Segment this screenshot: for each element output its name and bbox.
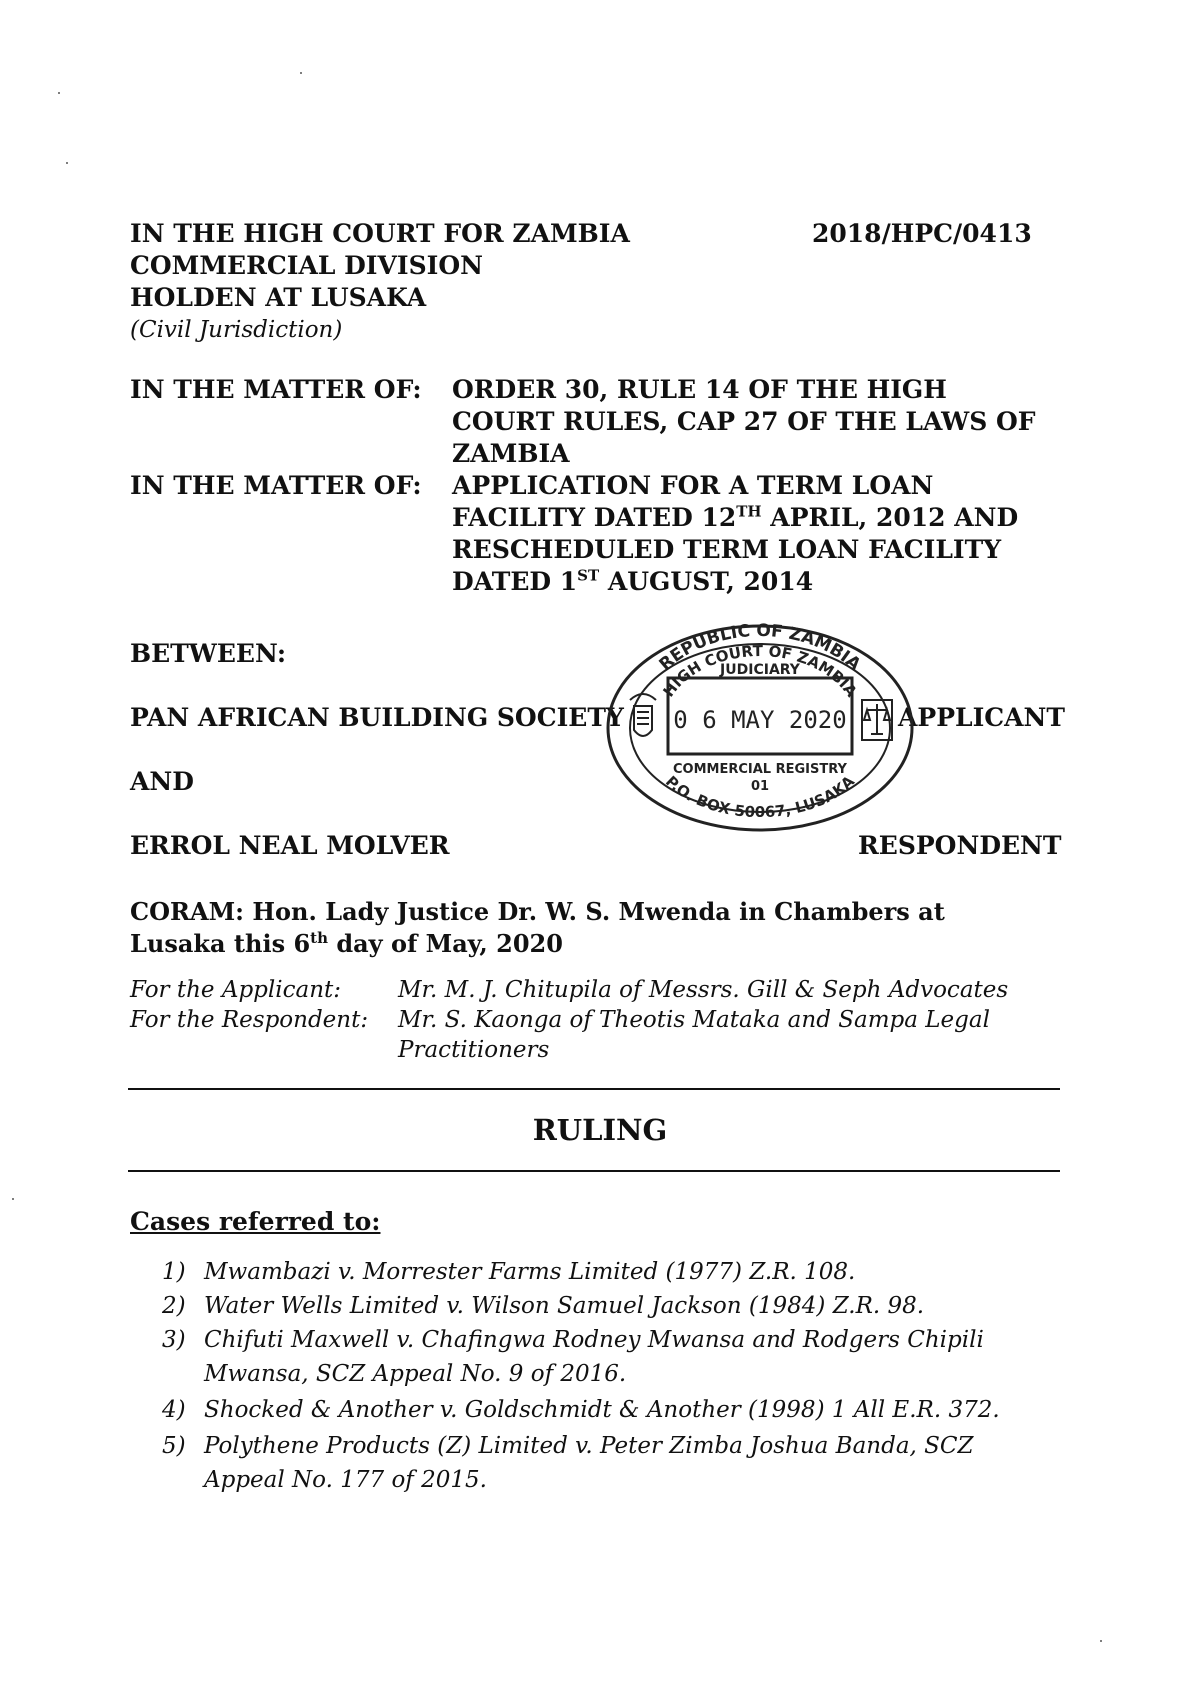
respondent-name: ERROL NEAL MOLVER	[130, 831, 450, 860]
appearance-text: Practitioners	[398, 1037, 550, 1063]
and-label: AND	[130, 767, 194, 796]
case-item: 1) Mwambazi v. Morrester Farms Limited (1977) Z.R. 108.	[162, 1259, 856, 1285]
matter-label: IN THE MATTER OF:	[130, 471, 422, 500]
court-division: COMMERCIAL DIVISION	[130, 251, 483, 280]
stamp-box-text: P.O. BOX 50067, LUSAKA	[661, 772, 858, 822]
appearance-label: For the Applicant:	[130, 977, 341, 1003]
applicant-role: APPLICANT	[898, 703, 1066, 732]
scan-speck	[66, 162, 68, 164]
jurisdiction: (Civil Jurisdiction)	[130, 317, 343, 343]
divider-bottom	[128, 1170, 1060, 1172]
matter-text: APPLICATION FOR A TERM LOAN	[452, 471, 934, 500]
applicant-name: PAN AFRICAN BUILDING SOCIETY	[130, 703, 624, 732]
matter-text: FACILITY DATED 12TH APRIL, 2012 AND	[452, 502, 1019, 532]
scan-speck	[300, 72, 302, 74]
scales-of-justice-icon	[862, 700, 892, 740]
stamp-judiciary: JUDICIARY	[720, 662, 800, 678]
matter-text: DATED 1ST AUGUST, 2014	[452, 566, 814, 596]
matter-text: ORDER 30, RULE 14 OF THE HIGH	[452, 375, 947, 404]
case-item: 4) Shocked & Another v. Goldschmidt & Another (1998) 1 All E.R. 372.	[162, 1397, 1000, 1423]
stamp-number: 01	[750, 779, 770, 794]
case-item: 5) Polythene Products (Z) Limited v. Peter Zimba Joshua Banda, SCZ	[162, 1433, 974, 1459]
coram-line: Lusaka this 6th day of May, 2020	[130, 929, 563, 958]
court-stamp	[600, 618, 920, 836]
appearance-text: Mr. S. Kaonga of Theotis Mataka and Sampa Legal	[398, 1007, 990, 1033]
respondent-role: RESPONDENT	[858, 831, 1062, 860]
scan-speck	[1100, 1640, 1102, 1642]
divider-top	[128, 1088, 1060, 1090]
coat-of-arms-icon	[630, 694, 656, 736]
matter-label: IN THE MATTER OF:	[130, 375, 422, 404]
scan-speck	[12, 1198, 14, 1200]
stamp-outer-text: REPUBLIC OF ZAMBIA	[655, 620, 865, 675]
court-location: HOLDEN AT LUSAKA	[130, 283, 427, 312]
between-label: BETWEEN:	[130, 639, 287, 668]
coram-line: CORAM: Hon. Lady Justice Dr. W. S. Mwenda in Chambers at	[130, 897, 945, 926]
scan-speck	[58, 92, 60, 94]
court-name: IN THE HIGH COURT FOR ZAMBIA	[130, 219, 630, 248]
stamp-inner-text: HIGH COURT OF ZAMBIA	[659, 641, 861, 701]
stamp-registry: COMMERCIAL REGISTRY	[673, 762, 847, 777]
cases-heading: Cases referred to:	[130, 1207, 381, 1236]
case-item-continuation: Appeal No. 177 of 2015.	[204, 1467, 487, 1493]
appearance-text: Mr. M. J. Chitupila of Messrs. Gill & Seph Advocates	[398, 977, 1009, 1003]
document-title: RULING	[532, 1113, 668, 1147]
case-item-continuation: Mwansa, SCZ Appeal No. 9 of 2016.	[204, 1361, 627, 1387]
case-item: 3) Chifuti Maxwell v. Chafingwa Rodney Mwansa and Rodgers Chipili	[162, 1327, 984, 1353]
appearance-label: For the Respondent:	[130, 1007, 369, 1033]
stamp-date: 0 6 MAY 2020	[673, 706, 847, 734]
matter-text: COURT RULES, CAP 27 OF THE LAWS OF	[452, 407, 1036, 436]
matter-text: RESCHEDULED TERM LOAN FACILITY	[452, 535, 1002, 564]
case-number: 2018/HPC/0413	[812, 219, 1032, 248]
matter-text: ZAMBIA	[452, 439, 570, 468]
case-item: 2) Water Wells Limited v. Wilson Samuel Jackson (1984) Z.R. 98.	[162, 1293, 925, 1319]
